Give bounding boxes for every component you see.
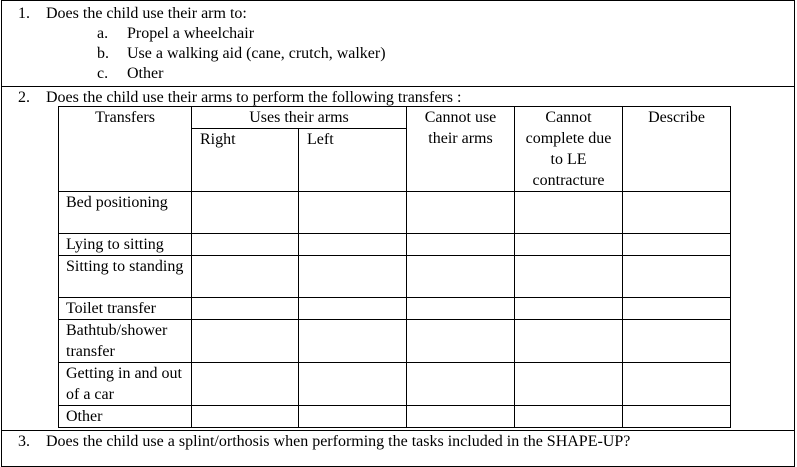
question-2-text: Does the child use their arms to perform the following transfers :	[46, 89, 462, 106]
cell-left	[299, 192, 407, 234]
header-right: Right	[192, 129, 299, 192]
table-row	[59, 192, 731, 234]
cell-right	[192, 363, 299, 406]
cell-cannot-use	[407, 320, 515, 363]
row-label: Getting in and out of a car	[59, 363, 192, 406]
header-uses-their-arms: Uses their arms	[192, 107, 407, 129]
cell-cannot-complete	[515, 320, 623, 363]
cell-describe	[623, 234, 731, 256]
cell-cannot-use	[407, 363, 515, 406]
cell-describe	[623, 320, 731, 363]
cell-right	[192, 192, 299, 234]
row-label: Bathtub/shower transfer	[59, 320, 192, 363]
header-cannot-use: Cannot use their arms	[407, 107, 515, 192]
question-1-option-b: b. Use a walking aid (cane, crutch, walker)	[97, 45, 386, 62]
cell-describe	[623, 256, 731, 298]
table-row	[59, 298, 731, 320]
cell-cannot-use	[407, 234, 515, 256]
cell-describe	[623, 363, 731, 406]
question-1-number: 1.	[18, 5, 30, 22]
row-label: Lying to sitting	[59, 234, 192, 256]
row-label: Sitting to standing	[59, 256, 192, 298]
table-row	[59, 406, 731, 428]
cell-left	[299, 298, 407, 320]
cell-right	[192, 234, 299, 256]
cell-describe	[623, 298, 731, 320]
cell-cannot-complete	[515, 234, 623, 256]
cell-cannot-complete	[515, 363, 623, 406]
cell-cannot-use	[407, 192, 515, 234]
cell-cannot-complete	[515, 192, 623, 234]
cell-left	[299, 406, 407, 428]
cell-left	[299, 320, 407, 363]
header-left: Left	[299, 129, 407, 192]
header-transfers: Transfers	[59, 107, 192, 192]
question-2	[18, 88, 461, 108]
question-1	[18, 4, 247, 24]
row-label: Bed positioning	[59, 192, 192, 234]
question-3-text: Does the child use a splint/orthosis when performing the tasks included in the SHAPE-UP?	[46, 433, 631, 450]
cell-cannot-use	[407, 406, 515, 428]
question-1-option-c: c. Other	[97, 65, 164, 82]
cell-right	[192, 298, 299, 320]
header-describe: Describe	[623, 107, 731, 192]
cell-left	[299, 234, 407, 256]
row-label: Toilet transfer	[59, 298, 192, 320]
cell-left	[299, 363, 407, 406]
cell-cannot-complete	[515, 406, 623, 428]
cell-right	[192, 320, 299, 363]
cell-right	[192, 406, 299, 428]
question-3-number: 3.	[18, 433, 30, 450]
cell-right	[192, 256, 299, 298]
question-2-number: 2.	[18, 89, 30, 106]
question-1-option-a: a. Propel a wheelchair	[97, 25, 255, 42]
cell-cannot-complete	[515, 298, 623, 320]
table-row	[59, 363, 731, 406]
table-row	[59, 320, 731, 363]
question-3	[18, 432, 630, 452]
cell-left	[299, 256, 407, 298]
cell-describe	[623, 406, 731, 428]
row-label: Other	[59, 406, 192, 428]
cell-describe	[623, 192, 731, 234]
table-row	[59, 256, 731, 298]
question-1-text: Does the child use their arm to:	[46, 5, 247, 22]
table-row	[59, 234, 731, 256]
transfers-table	[58, 106, 731, 428]
header-cannot-complete: Cannot complete due to LE contracture	[515, 107, 623, 192]
cell-cannot-use	[407, 256, 515, 298]
cell-cannot-complete	[515, 256, 623, 298]
cell-cannot-use	[407, 298, 515, 320]
